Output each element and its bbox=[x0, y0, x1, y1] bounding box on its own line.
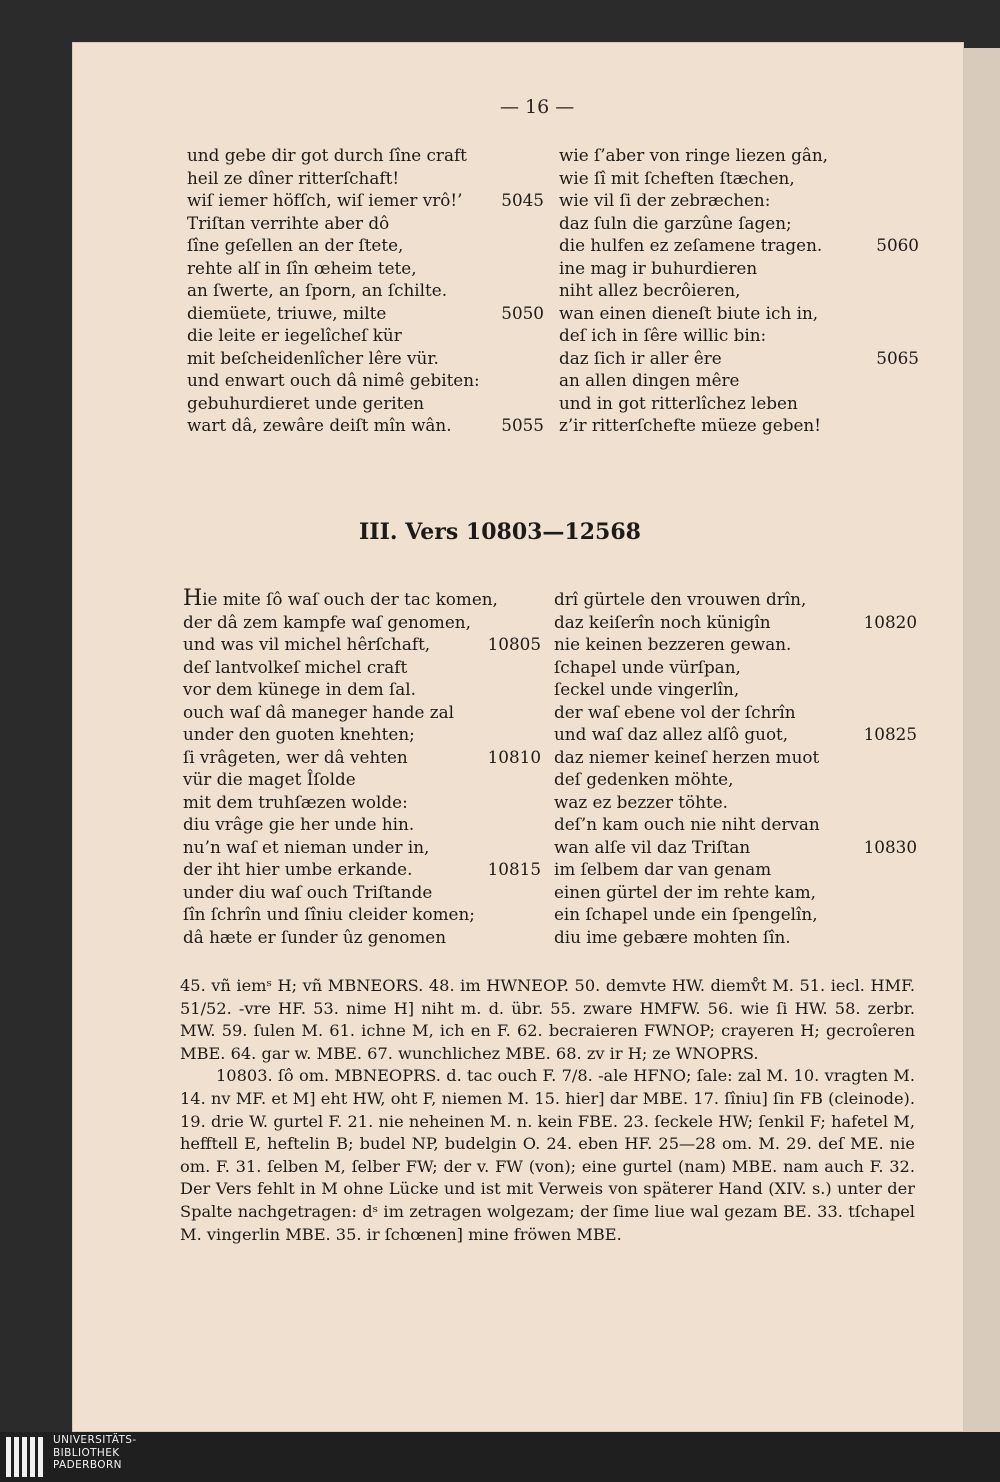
verse-line bbox=[559, 189, 919, 212]
verse-text: nu’n waſ et nieman under in, bbox=[183, 836, 430, 857]
facing-page-edge bbox=[964, 48, 1000, 1432]
verse-line bbox=[187, 414, 544, 437]
verse-line bbox=[559, 212, 919, 235]
verse-text: gebuhurdieret unde geriten bbox=[187, 392, 425, 413]
verse-text: wan alſe vil daz Triſtan bbox=[554, 836, 751, 857]
verse-text: ſeckel unde vingerlîn, bbox=[554, 679, 740, 699]
verse-text: heil ze dîner ritterſchaft! bbox=[187, 167, 400, 188]
verse-column-lower-right bbox=[554, 588, 917, 948]
verse-text: daz keiſerîn noch künigîn bbox=[554, 611, 771, 632]
verse-line bbox=[187, 234, 544, 257]
section-heading: III. Vers 10803—12568 bbox=[359, 519, 641, 545]
line-number: 10820 bbox=[863, 611, 917, 632]
verse-text: vür die maget Îſolde bbox=[183, 769, 356, 789]
verse-text: under den guoten knehten; bbox=[183, 724, 415, 744]
verse-line bbox=[559, 347, 919, 370]
verse-line bbox=[183, 723, 541, 746]
verse-line bbox=[187, 347, 544, 370]
verse-line bbox=[183, 611, 541, 634]
verse-text: mit dem truhſæzen wolde: bbox=[183, 791, 408, 812]
verse-line bbox=[183, 836, 541, 859]
verse-line bbox=[187, 257, 544, 280]
verse-text: ie mite ſô waſ ouch der tac komen, bbox=[202, 589, 498, 609]
library-logo-icon bbox=[4, 1435, 48, 1479]
verse-text: drî gürtele den vrouwen drîn, bbox=[554, 589, 807, 609]
line-number: 10825 bbox=[863, 724, 917, 744]
page-number: — 16 — bbox=[500, 96, 575, 118]
verse-line bbox=[183, 881, 541, 904]
verse-line bbox=[187, 144, 544, 167]
verse-text: ſi vrâgeten, wer dâ vehten bbox=[183, 746, 408, 767]
verse-line bbox=[187, 392, 544, 415]
verse-line bbox=[183, 813, 541, 836]
verse-text: wart dâ, zewâre deiſt mîn wân. bbox=[187, 415, 452, 435]
verse-line bbox=[559, 257, 919, 280]
verse-text: der waſ ebene vol der ſchrîn bbox=[554, 701, 796, 722]
verse-text: vor dem künege in dem ſal. bbox=[183, 679, 416, 699]
verse-line bbox=[183, 588, 541, 611]
verse-line bbox=[187, 189, 544, 212]
verse-text: der dâ zem kampfe waſ genomen, bbox=[183, 611, 471, 632]
verse-text: dâ hæte er ſunder ûz genomen bbox=[183, 926, 447, 947]
line-number: 5055 bbox=[501, 415, 544, 435]
verse-line bbox=[187, 302, 544, 325]
line-number: 5060 bbox=[876, 235, 919, 255]
note-paragraph: 45. vñ iemˢ H; vñ MBNEORS. 48. im HWNEOP. 50. demvte HW. diemv̊t M. 51. iecl. HMF. 51/52. -vre HF. 53. nime H] niht m. d. übr. 55. zware HMFW. 56. wie ſi HW. 58. zerbr. MW. 59. ſulen M. 61. ichne M, ich en F. 62. becraieren FWNOP; crayeren H; gecroîeren MBE. 64. gar w. MBE. 67. wunchlichez MBE. 68. zv ir H; ze WNOPRS. bbox=[180, 976, 915, 1063]
verse-line bbox=[559, 234, 919, 257]
verse-line bbox=[559, 144, 919, 167]
line-number: 5045 bbox=[501, 190, 544, 210]
verse-line bbox=[187, 279, 544, 302]
verse-text: diu ime gebære mohten ſîn. bbox=[554, 926, 791, 947]
verse-line bbox=[559, 414, 919, 437]
verse-text: niht allez becrôieren, bbox=[559, 280, 741, 300]
verse-line bbox=[559, 369, 919, 392]
verse-line bbox=[187, 324, 544, 347]
verse-line bbox=[554, 768, 917, 791]
verse-text: und in got ritterlîchez leben bbox=[559, 392, 798, 413]
verse-line bbox=[183, 746, 541, 769]
verse-text: wie ſî mit ſcheften ſtæchen, bbox=[559, 167, 795, 188]
verse-text: daz ſich ir aller êre bbox=[559, 347, 722, 368]
verse-text: ein ſchapel unde ein ſpengelîn, bbox=[554, 904, 818, 924]
library-footer-bar bbox=[0, 1432, 1000, 1482]
line-number: 5050 bbox=[501, 302, 544, 323]
verse-text: an allen dingen mêre bbox=[559, 370, 740, 390]
verse-line bbox=[554, 746, 917, 769]
verse-text: wan einen dieneſt biute ich in, bbox=[559, 302, 819, 323]
verse-line bbox=[183, 678, 541, 701]
verse-text: und enwart ouch dâ nimê gebiten: bbox=[187, 370, 480, 390]
verse-line bbox=[559, 167, 919, 190]
verse-line bbox=[559, 279, 919, 302]
verse-line bbox=[554, 588, 917, 611]
verse-line bbox=[187, 167, 544, 190]
apparatus-notes bbox=[180, 975, 915, 1246]
verse-text: im ſelbem dar van genam bbox=[554, 859, 772, 879]
line-number: 10805 bbox=[487, 634, 541, 654]
verse-line bbox=[554, 656, 917, 679]
verse-line bbox=[183, 701, 541, 724]
verse-text: diu vrâge gie her unde hin. bbox=[183, 814, 415, 834]
verse-line bbox=[554, 791, 917, 814]
verse-line bbox=[554, 813, 917, 836]
line-number: 10815 bbox=[487, 859, 541, 879]
verse-text: ouch waſ dâ maneger hande zal bbox=[183, 701, 454, 722]
verse-text: under diu waſ ouch Triſtande bbox=[183, 881, 433, 902]
verse-text: wie ſ’aber von ringe liezen gân, bbox=[559, 145, 828, 165]
verse-text: deſ’n kam ouch nie niht dervan bbox=[554, 814, 820, 834]
verse-text: Triſtan verrihte aber dô bbox=[187, 212, 390, 233]
verse-text: an ſwerte, an ſporn, an ſchilte. bbox=[187, 280, 448, 300]
verse-line bbox=[554, 611, 917, 634]
line-number: 10810 bbox=[487, 746, 541, 767]
verse-line bbox=[183, 926, 541, 949]
verse-line bbox=[187, 369, 544, 392]
verse-line bbox=[554, 836, 917, 859]
verse-text: deſ lantvolkeſ michel craft bbox=[183, 656, 408, 677]
verse-column-upper-right bbox=[559, 144, 919, 437]
verse-text: ſîn ſchrîn und ſîniu cleider komen; bbox=[183, 904, 475, 924]
verse-text: z’ir ritterſchefte müeze geben! bbox=[559, 415, 821, 435]
verse-line bbox=[183, 656, 541, 679]
verse-line bbox=[554, 881, 917, 904]
drop-cap: H bbox=[183, 586, 203, 611]
verse-line bbox=[183, 858, 541, 881]
verse-text: diemüete, triuwe, milte bbox=[187, 302, 387, 323]
note-paragraph: 10803. ſô om. MBNEOPRS. d. tac ouch F. 7/8. -ale HFNO; ſale: zal M. 10. vragten M. 14. nv MF. et M] eht HW, oht F, niemen M. 15. hier] dar MBE. 17. ſîniu] ſin FB (cleinode). 19. drie W. gurtel F. 21. nie neheinen M. n. kein FBE. 23. ſeckele HW; ſenkil F; hafetel M, hefftell E, heftelin B; budel NP, budelgin O. 24. eben HF. 25—28 om. M. 29. deſ ME. nie om. F. 31. ſelben M, ſelber FW; der v. FW (von); eine gurtel (nam) MBE. nam auch F. 32. Der Vers fehlt in M ohne Lücke und ist mit Verweis von späterer Hand (XIV. s.) unter der Spalte nachgetragen: dˢ im zetragen wolgezam; der ſime liue wal gezam BE. 33. tſchapel M. vingerlin MBE. 35. ir ſchœnen] mine fröwen MBE. bbox=[180, 1066, 915, 1244]
verse-column-upper-left bbox=[187, 144, 544, 437]
verse-text: die leite er iegelîcheſ kür bbox=[187, 325, 402, 345]
line-number: 10830 bbox=[863, 836, 917, 857]
verse-text: die hulfen ez zeſamene tragen. bbox=[559, 235, 823, 255]
verse-line bbox=[554, 701, 917, 724]
verse-line bbox=[554, 903, 917, 926]
verse-line bbox=[554, 926, 917, 949]
verse-text: einen gürtel der im rehte kam, bbox=[554, 881, 816, 902]
verse-text: deſ ich in ſêre willic bin: bbox=[559, 325, 767, 345]
verse-line bbox=[183, 791, 541, 814]
verse-line bbox=[183, 633, 541, 656]
verse-line bbox=[554, 678, 917, 701]
verse-text: und was vil michel hêrſchaft, bbox=[183, 634, 431, 654]
verse-text: daz niemer keineſ herzen muot bbox=[554, 746, 820, 767]
verse-text: und gebe dir got durch ſîne craft bbox=[187, 145, 467, 165]
verse-text: nie keinen bezzeren gewan. bbox=[554, 634, 792, 654]
verse-text: und waſ daz allez alſô guot, bbox=[554, 724, 789, 744]
verse-line bbox=[183, 768, 541, 791]
verse-text: rehte alſ in ſîn œheim tete, bbox=[187, 257, 417, 278]
verse-text: der iht hier umbe erkande. bbox=[183, 859, 413, 879]
verse-line bbox=[554, 858, 917, 881]
verse-line bbox=[187, 212, 544, 235]
verse-text: waz ez bezzer töhte. bbox=[554, 791, 728, 812]
verse-text: ine mag ir buhurdieren bbox=[559, 257, 758, 278]
verse-text: daz ſuln die garzûne ſagen; bbox=[559, 212, 792, 233]
verse-text: wiſ iemer höfſch, wiſ iemer vrô!’ bbox=[187, 190, 463, 210]
verse-line bbox=[559, 392, 919, 415]
verse-text: wie vil ſi der zebræchen: bbox=[559, 190, 771, 210]
verse-text: ſchapel unde vürſpan, bbox=[554, 656, 741, 677]
verse-line bbox=[559, 324, 919, 347]
library-logo-text: UNIVERSITÄTS- BIBLIOTHEK PADERBORN bbox=[53, 1434, 137, 1471]
verse-column-lower-left bbox=[183, 588, 541, 948]
verse-line bbox=[559, 302, 919, 325]
verse-text: ſîne geſellen an der ſtete, bbox=[187, 235, 404, 255]
verse-line bbox=[554, 633, 917, 656]
verse-line bbox=[183, 903, 541, 926]
verse-text: deſ gedenken möhte, bbox=[554, 769, 734, 789]
verse-line bbox=[554, 723, 917, 746]
verse-text: mit beſcheidenlîcher lêre vür. bbox=[187, 347, 439, 368]
line-number: 5065 bbox=[876, 347, 919, 368]
